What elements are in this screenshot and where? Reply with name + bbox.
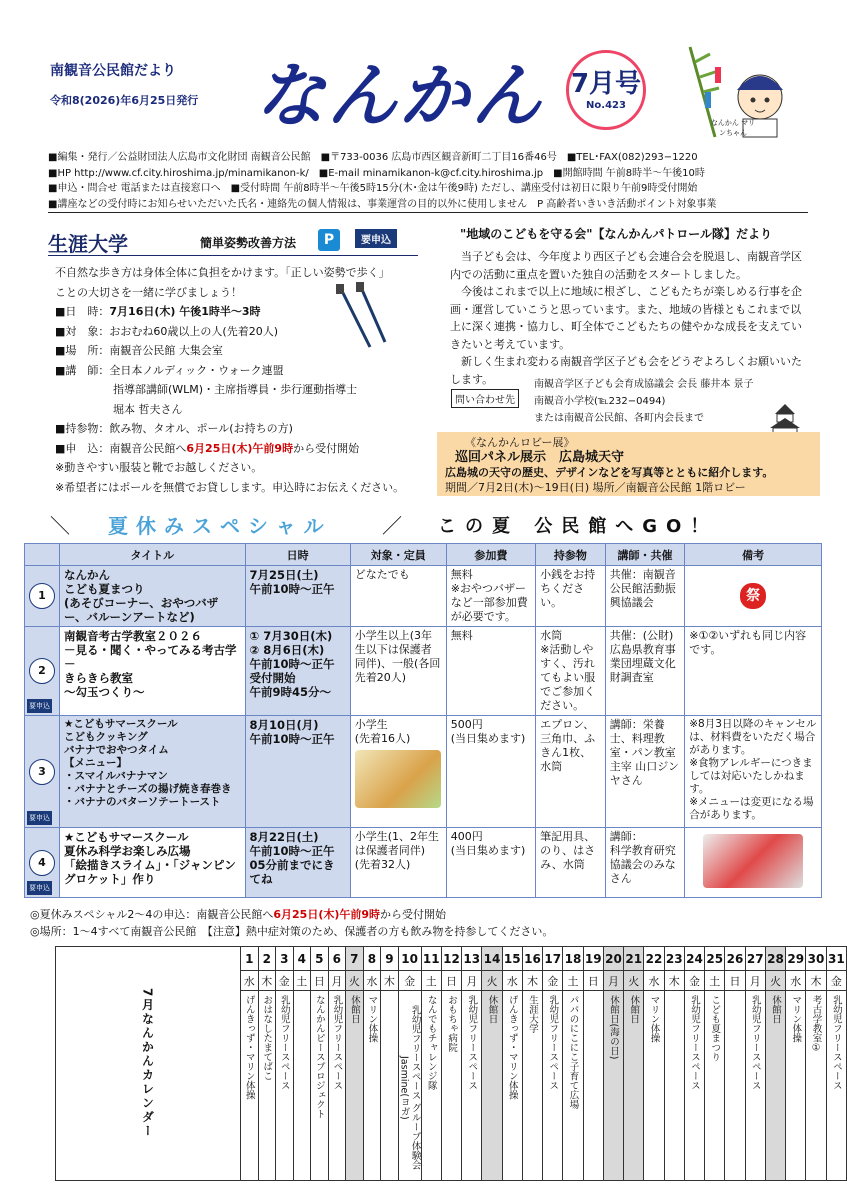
slime-photo — [703, 834, 803, 888]
calendar-date: 10 — [398, 947, 421, 971]
apply-row — [55, 439, 425, 459]
note-line: ◎場所：1～4すべて南観音公民館 【注意】熱中症対策のため、保護者の方も飲み物を持参してください。 — [30, 925, 554, 938]
event-host: 共催：(公財)広島県教育事業団埋蔵文化財調査室 — [605, 627, 685, 716]
table-header-row — [25, 544, 822, 566]
calendar-date: 3 — [276, 947, 294, 971]
calendar-weekday: 金 — [826, 971, 846, 991]
detail-value: 飲み物、タオル、ポール(お持ちの方) — [109, 422, 293, 435]
application-required-badge: 要申込 — [355, 229, 397, 248]
note: ※動きやすい服装と靴でお越しください。 — [55, 461, 263, 474]
calendar-weekday: 月 — [462, 971, 482, 991]
calendar-event-cell — [765, 991, 785, 1181]
event-bring: 水筒 ※活動しやすく、汚れてもよい服でご参加ください。 — [536, 627, 606, 716]
calendar-weekday: 水 — [363, 971, 381, 991]
contact-line: 南観音学区子ども会育成協議会 会長 藤井本 景子 — [534, 379, 754, 390]
detail-row — [55, 400, 425, 420]
calendar-date: 22 — [644, 947, 664, 971]
row-number — [25, 828, 60, 898]
note-line — [30, 906, 553, 923]
calendar-date: 28 — [765, 947, 785, 971]
calendar-date: 6 — [328, 947, 346, 971]
note-text: から受付開始 — [380, 908, 447, 921]
table-header: 備考 — [685, 544, 822, 566]
walking-poles-icon — [330, 282, 390, 352]
calendar-event-cell — [624, 991, 644, 1181]
info-line: ■申込・問合せ 電話または直接窓口へ ■受付時間 午前8時半～午後5時15分(木･金は午後9時) ただし、講座受付は初日に限り午前9時受付開始 — [48, 183, 698, 194]
calendar-weekday: 木 — [522, 971, 542, 991]
calendar-event-cell — [502, 991, 522, 1181]
calendar-event-cell — [421, 991, 441, 1181]
calendar-date: 25 — [705, 947, 725, 971]
lobby-exhibit — [437, 432, 820, 496]
lobby-description: 広島城の天守の歴史、デザインなどを写真等とともに紹介します。 — [445, 466, 774, 479]
event-target: どなたでも — [350, 566, 446, 627]
table-header: 日時 — [245, 544, 350, 566]
calendar-date: 8 — [363, 947, 381, 971]
calendar-weekday: 水 — [786, 971, 806, 991]
calendar-event-cell — [543, 991, 563, 1181]
calendar-weekday: 月 — [745, 971, 765, 991]
patrol-paragraph: 今後はこれまで以上に地域に根ざし、こどもたちが楽しめる行事を企画・運営していこうと思っています。また、地域の皆様ともこれまで以上に深く連携・協力し、町全体でこどもたちの健やかな成長を支えていきたいと考えています。 — [450, 285, 802, 351]
table-header: タイトル — [60, 544, 246, 566]
calendar-event-cell — [826, 991, 846, 1181]
calendar-weekday: 日 — [441, 971, 461, 991]
apply-date: 6月25日(木)午前9時 — [186, 441, 294, 455]
event-fee: 400円 (当日集めます) — [446, 828, 535, 898]
calendar-date: 2 — [258, 947, 276, 971]
calendar-event-cell — [583, 991, 603, 1181]
patrol-paragraph: 新しく生まれ変わる南観音学区子ども会をどうぞよろしくお願いいたします。 — [450, 355, 802, 386]
intro-text: ことの大切さを一緒に学びましょう！ — [55, 285, 242, 299]
calendar-event-cell — [786, 991, 806, 1181]
event-bring: 小銭をお持ちください。 — [536, 566, 606, 627]
calendar-date: 20 — [603, 947, 623, 971]
calendar-event: 休館日(海の日) — [608, 995, 620, 1060]
lobby-title: 巡回パネル展示 広島城天守 — [455, 450, 625, 465]
decor-slash: ＼ — [50, 514, 70, 538]
info-line: ■編集・発行／公益財団法人広島市文化財団 南観音公民館 ■〒733-0036 広島市西区観音新町二丁目16番46号 ■TEL･FAX(082)293−1220 — [48, 152, 698, 163]
detail-row — [55, 419, 425, 439]
detail-value: 堀本 哲夫さん — [113, 402, 183, 416]
event-date: 8月22日(土) 午前10時～正午 05分前までにきてね — [245, 828, 350, 898]
event-title: ★こどもサマースクール こどもクッキング バナナでおやつタイム 【メニュー】 ・スマイルバナナマン ・バナナとチーズの揚げ焼き春巻き ・バナナのバターソテートースト — [60, 716, 246, 828]
calendar-date: 18 — [563, 947, 583, 971]
calendar-weekday: 火 — [765, 971, 785, 991]
calendar-event-cell — [522, 991, 542, 1181]
event-host: 共催：南観音公民館活動振興協議会 — [605, 566, 685, 627]
event-target-text: 小学生 (先着16人) — [354, 718, 411, 745]
event-bring: 筆記用具、のり、はさみ、水筒 — [536, 828, 606, 898]
event-fee: 無料 ※おやつバザーなど一部参加費が必要です。 — [446, 566, 535, 627]
calendar-event: 乳幼児フリースペース — [830, 995, 842, 1090]
calendar-event: 乳幼児フリースペース — [749, 995, 761, 1090]
calendar-event-cell — [311, 991, 329, 1181]
calendar-date: 30 — [806, 947, 826, 971]
event-date: 7月25日(土) 午前10時～正午 — [245, 566, 350, 627]
event-date: ① 7月30日(木) ② 8月6日(木) 午前10時～正午 受付開始 午前9時45分～ — [245, 627, 350, 716]
calendar-weekday: 水 — [644, 971, 664, 991]
calendar-event: 生涯大学 — [527, 995, 539, 1033]
calendar-weekday: 日 — [311, 971, 329, 991]
row-number-badge: 1 — [29, 583, 55, 609]
food-photo — [355, 750, 441, 808]
calendar-weekday: 日 — [725, 971, 745, 991]
table-header: 持参物 — [536, 544, 606, 566]
calendar-date: 17 — [543, 947, 563, 971]
masthead-title: なんかん — [255, 55, 543, 137]
calendar-event-cell — [806, 991, 826, 1181]
table-row — [25, 828, 822, 898]
event-host: 講師：栄養士、料理教室・パン教室主宰 山口ジンヤさん — [605, 716, 685, 828]
event-calendar — [55, 946, 847, 1181]
calendar-date: 16 — [522, 947, 542, 971]
event-target: 小学生以上(3年生以下は保護者同伴)、一般(各回先着20人) — [350, 627, 446, 716]
event-date: 8月10日(月) 午前10時～正午 — [245, 716, 350, 828]
event-host: 講師： 科学教育研究協議会のみなさん — [605, 828, 685, 898]
calendar-date: 31 — [826, 947, 846, 971]
event-fee: 無料 — [446, 627, 535, 716]
calendar-event: なんかんピースプロジェクト — [313, 995, 325, 1119]
summer-notes — [30, 906, 553, 940]
table-header: 参加費 — [446, 544, 535, 566]
calendar-date: 26 — [725, 947, 745, 971]
lobby-heading: 《なんかんロビー展》 — [465, 436, 575, 449]
table-header — [25, 544, 60, 566]
detail-label: ■対 象： — [55, 324, 110, 338]
table-header: 講師・共催 — [605, 544, 685, 566]
note: ※希望者にはポールを無償でお貸しします。申込時にお伝えください。 — [55, 480, 405, 494]
detail-label: ■持参物： — [55, 422, 110, 435]
calendar-event: 乳幼児フリースペース — [331, 995, 343, 1090]
calendar-event-cell — [363, 991, 381, 1181]
patrol-title: "地域のこどもを守る会"【なんかんパトロール隊】だより — [460, 227, 773, 241]
event-target — [350, 716, 446, 828]
calendar-event: げんきっず・マリン体操 — [506, 995, 518, 1100]
table-header: 対象・定員 — [350, 544, 446, 566]
row-number — [25, 566, 60, 627]
lobby-period: 期間／7月2日(木)～19日(日) 場所／南観音公民館 1階ロビー — [445, 481, 746, 494]
calendar-event: こども夏まつり — [709, 995, 721, 1062]
lifelong-university-subtitle: 簡単姿勢改善方法 — [200, 236, 297, 250]
detail-label: ■講 師： — [55, 363, 110, 377]
calendar-weekday: 月 — [328, 971, 346, 991]
detail-row — [55, 380, 425, 400]
points-icon: P — [318, 229, 340, 251]
apply-suffix: から受付開始 — [293, 441, 360, 455]
issue-month: 7月号 — [570, 69, 642, 99]
calendar-date: 13 — [462, 947, 482, 971]
calendar-weekday: 木 — [258, 971, 276, 991]
event-fee: 500円 (当日集めます) — [446, 716, 535, 828]
calendar-event-cell — [705, 991, 725, 1181]
event-bring: エプロン、三角巾、ふきん1枚、水筒 — [536, 716, 606, 828]
summer-special-tagline: この夏 公民館へGO！ — [438, 516, 718, 537]
calendar-date: 7 — [346, 947, 364, 971]
calendar-weekday: 土 — [293, 971, 311, 991]
event-target: 小学生(1、2年生は保護者同伴) (先着32人) — [350, 828, 446, 898]
calendar-date: 1 — [241, 947, 259, 971]
calendar-event: 乳幼児フリースペース グループ体験会Jasmine(ヨガ) — [398, 1005, 421, 1170]
calendar-event: 休館日 — [348, 995, 360, 1024]
application-required-tag: 要申込 — [27, 699, 52, 713]
calendar-date-row — [56, 947, 847, 971]
calendar-event: 乳幼児フリースペース — [278, 995, 290, 1090]
calendar-event: 乳幼児フリースペース — [689, 995, 701, 1090]
contact-line: 南観音小学校(℡232−0494) — [534, 396, 666, 407]
issue-number: No.423 — [586, 100, 626, 111]
calendar-date: 15 — [502, 947, 522, 971]
event-remark: ※8月3日以降のキャンセルは、材料費をいただく場合があります。 ※食物アレルギーにつきましては対応いたしかねます。 ※メニューは変更になる場合があります。 — [685, 716, 822, 828]
calendar-heading: 7月なんかんカレンダー — [56, 947, 241, 1181]
calendar-weekday: 木 — [806, 971, 826, 991]
calendar-event: おもちゃ病院 — [446, 995, 458, 1052]
row-number — [25, 716, 60, 828]
detail-label: ■場 所： — [55, 344, 110, 357]
mascot-caption: なんかん マリンちゃん — [710, 119, 756, 137]
lantern-icon: 祭 — [740, 583, 766, 609]
row-number — [25, 627, 60, 716]
calendar-date: 11 — [421, 947, 441, 971]
row-number-badge: 3 — [29, 759, 55, 785]
detail-row — [55, 361, 425, 381]
calendar-event: おはなしたまてばこ — [261, 995, 273, 1081]
calendar-date: 23 — [664, 947, 684, 971]
calendar-event: 休館日 — [486, 995, 498, 1024]
calendar-date: 24 — [684, 947, 704, 971]
calendar-weekday: 金 — [684, 971, 704, 991]
calendar-weekday: 土 — [705, 971, 725, 991]
contact-line: または南観音公民館、各町内会長まで — [534, 413, 704, 424]
note-date: 6月25日(木)午前9時 — [273, 908, 381, 921]
application-required-tag: 要申込 — [27, 811, 52, 825]
calendar-event-cell — [462, 991, 482, 1181]
newsletter-org-name: 南観音公民館だより — [50, 63, 176, 79]
calendar-event: 乳幼児フリースペース — [547, 995, 559, 1090]
calendar-event-cell — [603, 991, 623, 1181]
contact-details — [534, 376, 754, 427]
calendar-event: 休館日 — [770, 995, 782, 1024]
calendar-event-cell — [644, 991, 664, 1181]
intro-text: 不自然な歩き方は身体全体に負担をかけます。「正しい姿勢で歩く」 — [55, 266, 390, 279]
event-title: ★こどもサマースクール 夏休み科学お楽しみ広場 「絵描きスライム」・「ジャンピングロケット」作り — [60, 828, 246, 898]
calendar-date: 19 — [583, 947, 603, 971]
apply-label: ■申 込：南観音公民館へ — [55, 441, 187, 455]
calendar-event-cell — [684, 991, 704, 1181]
calendar-weekday: 水 — [502, 971, 522, 991]
calendar-event: マリン体操 — [648, 995, 660, 1043]
detail-value: 指導部講師(WLM)・主席指導員・歩行運動指導士 — [113, 383, 358, 396]
calendar-weekday: 金 — [276, 971, 294, 991]
calendar-event: げんきっず・マリン体操 — [243, 995, 255, 1100]
calendar-weekday: 水 — [241, 971, 259, 991]
row-number-badge: 2 — [29, 658, 55, 684]
calendar-weekday: 金 — [543, 971, 563, 991]
divider — [48, 212, 808, 213]
calendar-event: 乳幼児フリースペース — [466, 995, 478, 1090]
issue-date: 令和8(2026)年6月25日発行 — [50, 94, 199, 107]
calendar-weekday: 火 — [482, 971, 502, 991]
summer-special-title: 夏休みスペシャル — [108, 514, 332, 538]
calendar-event-cell — [745, 991, 765, 1181]
calendar-weekday: 木 — [381, 971, 399, 991]
detail-value: 全日本ノルディック・ウォーク連盟 — [109, 363, 284, 377]
row-number-badge: 4 — [29, 850, 55, 876]
detail-label: ■日 時： — [55, 305, 110, 318]
calendar-event: マリン体操 — [366, 995, 378, 1043]
calendar-event: マリン体操 — [790, 995, 802, 1043]
calendar-date: 5 — [311, 947, 329, 971]
detail-value: 南観音公民館 大集会室 — [109, 344, 223, 357]
info-line: ■講座などの受付時にお知らせいただいた氏名・連絡先の個人情報は、事業運営の目的以外に使用しません P 高齢者いきいき活動ポイント対象事業 — [48, 198, 717, 210]
table-row — [25, 627, 822, 716]
calendar-weekday: 土 — [421, 971, 441, 991]
calendar-event-cell — [293, 991, 311, 1181]
calendar-event-cell — [276, 991, 294, 1181]
issue-badge — [566, 50, 646, 130]
info-line: ■HP http://www.cf.city.hiroshima.jp/minamikanon-k/ ■E-mail minamikanon-k@cf.city.hiroshima.jp ■開館時間 午前8時半～午後10時 — [48, 167, 705, 179]
event-remark — [685, 828, 822, 898]
calendar-event-cell — [328, 991, 346, 1181]
patrol-paragraph: 当子ども会は、今年度より西区子ども会連合会を脱退し、南観音学区内での活動に重点を置いた独自の活動をスタートしました。 — [450, 250, 802, 281]
detail-value: 7月16日(木) 午後1時半～3時 — [109, 305, 261, 318]
contact-info — [48, 150, 808, 212]
calendar-weekday: 木 — [664, 971, 684, 991]
calendar-weekday: 火 — [624, 971, 644, 991]
calendar-event-cell — [563, 991, 583, 1181]
table-row — [25, 716, 822, 828]
note-text: ◎夏休みスペシャル2～4の申込：南観音公民館へ — [30, 908, 274, 921]
patrol-body — [450, 248, 810, 388]
event-remark: ※①②いずれも同じ内容です。 — [685, 627, 822, 716]
event-remark — [685, 566, 822, 627]
application-required-tag: 要申込 — [27, 881, 52, 895]
calendar-event-cell — [346, 991, 364, 1181]
calendar-event-cell — [725, 991, 745, 1181]
calendar-event-cell — [258, 991, 276, 1181]
calendar-event-cell — [664, 991, 684, 1181]
calendar-date: 4 — [293, 947, 311, 971]
calendar-date: 9 — [381, 947, 399, 971]
calendar-weekday: 火 — [346, 971, 364, 991]
calendar-date: 27 — [745, 947, 765, 971]
calendar-event-cell — [381, 991, 399, 1181]
calendar-event-cell — [241, 991, 259, 1181]
event-title: 南観音考古学教室２０２６ －見る・聞く・やってみる考古学－ きらきら教室 ～勾玉つくり～ — [60, 627, 246, 716]
calendar-weekday: 金 — [398, 971, 421, 991]
calendar-weekday: 月 — [603, 971, 623, 991]
event-title: なんかん こども夏まつり (あそびコーナー、おやつバザー、バルーンアートなど) — [60, 566, 246, 627]
contact-label: 問い合わせ先 — [451, 389, 519, 408]
calendar-weekday: 土 — [563, 971, 583, 991]
calendar-event-cell — [482, 991, 502, 1181]
calendar-date: 14 — [482, 947, 502, 971]
calendar-date: 21 — [624, 947, 644, 971]
calendar-date: 12 — [441, 947, 461, 971]
calendar-event-cell — [398, 991, 421, 1181]
calendar-event: なんでもチャレンジ隊 — [425, 995, 437, 1090]
calendar-event: 休館日 — [628, 995, 640, 1024]
calendar-event: 考古学教室① — [810, 995, 822, 1054]
calendar-weekday: 日 — [583, 971, 603, 991]
lifelong-university-title: 生涯大学 — [48, 232, 128, 256]
table-row — [25, 566, 822, 627]
decor-slash: ／ — [382, 514, 402, 538]
detail-value: おおむね60歳以上の人(先着20人) — [109, 324, 278, 338]
calendar-date: 29 — [786, 947, 806, 971]
summer-events-table — [24, 543, 822, 898]
divider — [48, 255, 418, 256]
calendar-event-cell — [441, 991, 461, 1181]
calendar-event: パパのにこにこ子育て広場 — [567, 995, 579, 1109]
